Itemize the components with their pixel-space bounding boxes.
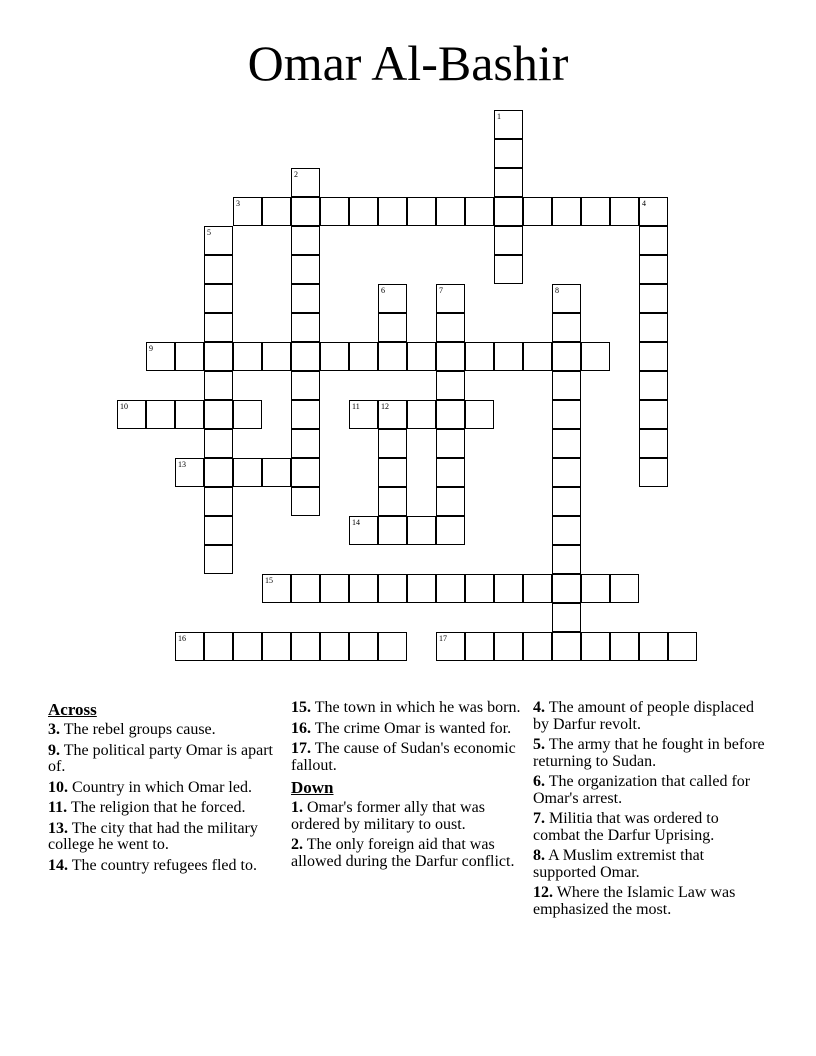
- grid-cell[interactable]: [378, 197, 407, 226]
- grid-cell[interactable]: [639, 632, 668, 661]
- grid-cell[interactable]: [117, 400, 146, 429]
- cell-number: 7: [439, 286, 443, 295]
- clue-text: Omar's former ally that was ordered by military to oust.: [291, 799, 485, 833]
- grid-cell[interactable]: [378, 574, 407, 603]
- grid-cell[interactable]: [349, 516, 378, 545]
- grid-cell[interactable]: [552, 313, 581, 342]
- clue-text: The rebel groups cause.: [63, 721, 216, 738]
- cell-number: 1: [497, 112, 501, 121]
- grid-cell[interactable]: [581, 342, 610, 371]
- cell-number: 6: [381, 286, 385, 295]
- page-title: Omar Al-Bashir: [247, 35, 569, 91]
- grid-cell[interactable]: [523, 574, 552, 603]
- grid-cell[interactable]: [291, 226, 320, 255]
- grid-cell[interactable]: [581, 574, 610, 603]
- clue-number: 16.: [291, 719, 311, 737]
- grid-cell[interactable]: [291, 342, 320, 371]
- grid-cell[interactable]: [204, 545, 233, 574]
- clue-text: The country refugees fled to.: [71, 856, 257, 874]
- grid-cell[interactable]: [378, 342, 407, 371]
- grid-cell[interactable]: [233, 632, 262, 661]
- clue-number: 5.: [533, 736, 545, 753]
- grid-cell[interactable]: [639, 371, 668, 400]
- grid-cell[interactable]: [320, 632, 349, 661]
- grid-cell[interactable]: [378, 516, 407, 545]
- cell-number: 10: [120, 402, 128, 411]
- grid-cell[interactable]: [639, 458, 668, 487]
- clue-number: 1.: [291, 799, 303, 816]
- grid-cell[interactable]: [436, 197, 465, 226]
- grid-cell[interactable]: [262, 458, 291, 487]
- clue-across-15: [291, 700, 526, 717]
- grid-cell[interactable]: [552, 632, 581, 661]
- clue-down-2: [291, 837, 526, 870]
- grid-cell[interactable]: [291, 255, 320, 284]
- grid-cell[interactable]: [465, 574, 494, 603]
- grid-cell[interactable]: [465, 632, 494, 661]
- grid-cell[interactable]: [639, 400, 668, 429]
- grid-cell[interactable]: [291, 284, 320, 313]
- grid-cell[interactable]: [175, 400, 204, 429]
- clue-number: 12.: [533, 884, 553, 901]
- clue-text: The organization that called for Omar's arrest.: [533, 773, 751, 807]
- cell-number: 11: [352, 402, 360, 411]
- grid-cell[interactable]: [291, 632, 320, 661]
- grid-cell[interactable]: [146, 400, 175, 429]
- grid-cell[interactable]: [436, 342, 465, 371]
- clue-text: A Muslim extremist that supported Omar.: [533, 847, 705, 881]
- cell-number: 9: [149, 344, 153, 353]
- grid-cell[interactable]: [436, 313, 465, 342]
- grid-cell[interactable]: [407, 574, 436, 603]
- grid-cell[interactable]: [291, 487, 320, 516]
- grid-cell[interactable]: [204, 400, 233, 429]
- clues-column-1: [48, 700, 273, 878]
- grid-cell[interactable]: [494, 139, 523, 168]
- clue-text: The crime Omar is wanted for.: [314, 719, 512, 737]
- grid-cell[interactable]: [436, 516, 465, 545]
- grid-cell[interactable]: [291, 400, 320, 429]
- clue-down-7: [533, 811, 768, 844]
- grid-cell[interactable]: [581, 197, 610, 226]
- cell-number: 12: [381, 402, 389, 411]
- grid-cell[interactable]: [552, 574, 581, 603]
- grid-cell[interactable]: [552, 516, 581, 545]
- clue-across-11: [48, 800, 273, 817]
- clue-number: 4.: [533, 699, 545, 716]
- grid-cell[interactable]: [639, 313, 668, 342]
- clue-across-14: [48, 858, 273, 875]
- grid-cell[interactable]: [233, 400, 262, 429]
- clue-number: 10.: [48, 778, 68, 796]
- grid-cell[interactable]: [494, 197, 523, 226]
- grid-cell[interactable]: [233, 342, 262, 371]
- grid-cell[interactable]: [320, 342, 349, 371]
- grid-cell[interactable]: [204, 487, 233, 516]
- across-heading: Across: [48, 700, 97, 719]
- grid-cell[interactable]: [436, 284, 465, 313]
- grid-cell[interactable]: [610, 632, 639, 661]
- grid-cell[interactable]: [175, 342, 204, 371]
- grid-cell[interactable]: [494, 632, 523, 661]
- clue-across-16: [291, 721, 526, 738]
- clue-number: 15.: [291, 699, 311, 716]
- grid-cell[interactable]: [291, 371, 320, 400]
- grid-cell[interactable]: [378, 400, 407, 429]
- grid-cell[interactable]: [552, 487, 581, 516]
- clue-across-9: [48, 743, 273, 776]
- cell-number: 17: [439, 634, 447, 643]
- clue-down-5: [533, 737, 768, 770]
- clue-number: 7.: [533, 810, 545, 827]
- grid-cell[interactable]: [552, 603, 581, 632]
- grid-cell[interactable]: [494, 255, 523, 284]
- grid-cell[interactable]: [378, 313, 407, 342]
- grid-cell[interactable]: [494, 342, 523, 371]
- grid-cell[interactable]: [262, 574, 291, 603]
- grid-cell[interactable]: [204, 313, 233, 342]
- grid-cell[interactable]: [291, 313, 320, 342]
- grid-cell[interactable]: [378, 632, 407, 661]
- grid-cell[interactable]: [668, 632, 697, 661]
- grid-cell[interactable]: [204, 429, 233, 458]
- grid-cell[interactable]: [552, 458, 581, 487]
- clue-number: 2.: [291, 836, 303, 853]
- grid-cell[interactable]: [436, 371, 465, 400]
- grid-cell[interactable]: [175, 458, 204, 487]
- grid-cell[interactable]: [320, 574, 349, 603]
- clue-number: 17.: [291, 740, 311, 757]
- cell-number: 5: [207, 228, 211, 237]
- clue-number: 11.: [48, 799, 68, 816]
- clue-down-12: [533, 885, 768, 918]
- grid-cell[interactable]: [349, 632, 378, 661]
- cell-number: 15: [265, 576, 273, 585]
- grid-cell[interactable]: [581, 632, 610, 661]
- grid-cell[interactable]: [262, 632, 291, 661]
- grid-cell[interactable]: [639, 284, 668, 313]
- grid-cell[interactable]: [349, 342, 378, 371]
- grid-cell[interactable]: [291, 574, 320, 603]
- grid-cell[interactable]: [378, 284, 407, 313]
- clue-text: The town in which he was born.: [314, 699, 521, 716]
- grid-cell[interactable]: [407, 197, 436, 226]
- grid-cell[interactable]: [494, 574, 523, 603]
- clue-text: Where the Islamic Law was emphasized the most.: [533, 884, 736, 918]
- clue-text: The amount of people displaced by Darfur revolt.: [533, 699, 754, 733]
- cell-number: 3: [236, 199, 240, 208]
- clue-text: The only foreign aid that was allowed during the Darfur conflict.: [291, 836, 515, 870]
- grid-cell[interactable]: [639, 197, 668, 226]
- grid-cell[interactable]: [436, 429, 465, 458]
- clue-across-10: [48, 780, 273, 797]
- grid-cell[interactable]: [320, 197, 349, 226]
- clue-across-3: [48, 722, 273, 739]
- grid-cell[interactable]: [523, 197, 552, 226]
- grid-cell[interactable]: [262, 197, 291, 226]
- grid-cell[interactable]: [262, 342, 291, 371]
- grid-cell[interactable]: [204, 226, 233, 255]
- grid-cell[interactable]: [494, 226, 523, 255]
- grid-cell[interactable]: [407, 516, 436, 545]
- clues-column-2: [291, 700, 526, 874]
- grid-cell[interactable]: [552, 545, 581, 574]
- down-heading: Down: [291, 778, 334, 797]
- grid-cell[interactable]: [552, 284, 581, 313]
- cell-number: 13: [178, 460, 186, 469]
- grid-cell[interactable]: [407, 342, 436, 371]
- grid-cell[interactable]: [436, 632, 465, 661]
- grid-cell[interactable]: [552, 371, 581, 400]
- clue-number: 3.: [48, 721, 60, 738]
- cell-number: 14: [352, 518, 360, 527]
- grid-cell[interactable]: [175, 632, 204, 661]
- grid-cell[interactable]: [523, 342, 552, 371]
- grid-cell[interactable]: [465, 400, 494, 429]
- grid-cell[interactable]: [291, 429, 320, 458]
- grid-cell[interactable]: [291, 458, 320, 487]
- clue-down-6: [533, 774, 768, 807]
- grid-cell[interactable]: [552, 197, 581, 226]
- grid-cell[interactable]: [494, 168, 523, 197]
- grid-cell[interactable]: [349, 197, 378, 226]
- grid-cell[interactable]: [349, 400, 378, 429]
- clue-across-13: [48, 821, 273, 854]
- cell-number: 4: [642, 199, 646, 208]
- grid-cell[interactable]: [204, 632, 233, 661]
- clue-across-17: [291, 741, 526, 774]
- grid-cell[interactable]: [204, 342, 233, 371]
- clue-text: Country in which Omar led.: [72, 778, 252, 796]
- grid-cell[interactable]: [436, 574, 465, 603]
- grid-cell[interactable]: [291, 168, 320, 197]
- clue-down-1: [291, 800, 526, 833]
- grid-cell[interactable]: [378, 487, 407, 516]
- grid-cell[interactable]: [146, 342, 175, 371]
- grid-cell[interactable]: [204, 284, 233, 313]
- clue-text: The city that had the military college he went to.: [48, 819, 258, 853]
- cell-number: 16: [178, 634, 186, 643]
- grid-cell[interactable]: [378, 429, 407, 458]
- grid-cell[interactable]: [639, 342, 668, 371]
- grid-cell[interactable]: [639, 226, 668, 255]
- grid-cell[interactable]: [465, 197, 494, 226]
- clue-down-4: [533, 700, 768, 733]
- grid-cell[interactable]: [407, 400, 436, 429]
- grid-cell[interactable]: [552, 400, 581, 429]
- grid-cell[interactable]: [204, 255, 233, 284]
- grid-cell[interactable]: [436, 487, 465, 516]
- clue-number: 13.: [48, 819, 68, 837]
- grid-cell[interactable]: [494, 110, 523, 139]
- grid-cell[interactable]: [233, 197, 262, 226]
- grid-cell[interactable]: [552, 429, 581, 458]
- grid-cell[interactable]: [349, 574, 378, 603]
- grid-cell[interactable]: [436, 458, 465, 487]
- clue-text: The army that he fought in before returning to Sudan.: [533, 736, 765, 770]
- grid-cell[interactable]: [610, 574, 639, 603]
- clues-column-3: [533, 700, 768, 922]
- grid-cell[interactable]: [639, 429, 668, 458]
- grid-cell[interactable]: [639, 255, 668, 284]
- cell-number: 8: [555, 286, 559, 295]
- cell-number: 2: [294, 170, 298, 179]
- clue-text: The political party Omar is apart of.: [48, 741, 273, 775]
- clue-text: The cause of Sudan's economic fallout.: [291, 740, 516, 774]
- grid-cell[interactable]: [204, 371, 233, 400]
- grid-cell[interactable]: [552, 342, 581, 371]
- clue-down-8: [533, 848, 768, 881]
- clue-number: 9.: [48, 741, 60, 759]
- clue-number: 14.: [48, 856, 68, 874]
- grid-cell[interactable]: [204, 458, 233, 487]
- clue-number: 8.: [533, 847, 545, 864]
- grid-cell[interactable]: [291, 197, 320, 226]
- grid-cell[interactable]: [610, 197, 639, 226]
- grid-cell[interactable]: [378, 458, 407, 487]
- grid-cell[interactable]: [465, 342, 494, 371]
- clue-text: Militia that was ordered to combat the Darfur Uprising.: [533, 810, 719, 844]
- grid-cell[interactable]: [204, 516, 233, 545]
- grid-cell[interactable]: [233, 458, 262, 487]
- clue-number: 6.: [533, 773, 545, 790]
- clue-text: The religion that he forced.: [70, 799, 246, 816]
- grid-cell[interactable]: [523, 632, 552, 661]
- grid-cell[interactable]: [436, 400, 465, 429]
